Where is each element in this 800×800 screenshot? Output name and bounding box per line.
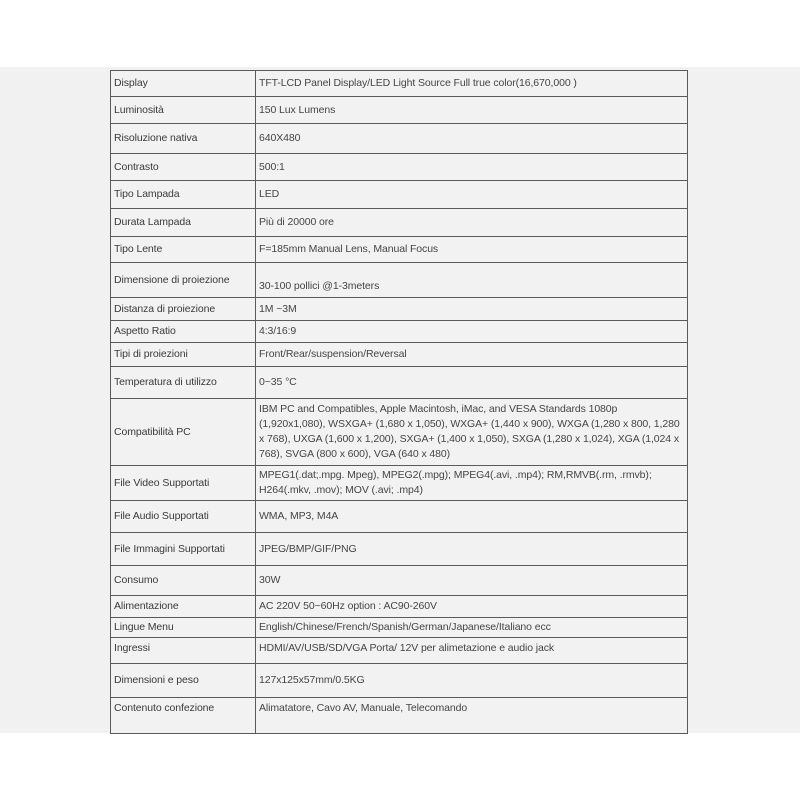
spec-label: File Audio Supportati xyxy=(111,501,256,533)
spec-value: IBM PC and Compatibles, Apple Macintosh, iMac, and VESA Standards 1080p (1,920x1,080), WSXGA+ (1,680 x 1,050), WXGA+ (1,440 x 900), WXGA (1,280 x 800, 1,280 x 768), UXGA (1,600 x 1,200), SXGA+ (1,400 x 1,050), SXGA (1,280 x 1,024), XGA (1,024 x 768), SVGA (800 x 600), VGA (640 x 480) xyxy=(256,399,688,466)
spec-label: Alimentazione xyxy=(111,596,256,618)
spec-row-consumo xyxy=(111,566,688,596)
spec-row-file-video xyxy=(111,466,688,501)
spec-label: Consumo xyxy=(111,566,256,596)
spec-value: Più di 20000 ore xyxy=(256,209,688,237)
spec-value: MPEG1(.dat;.mpg. Mpeg), MPEG2(.mpg); MPEG4(.avi, .mp4); RM,RMVB(.rm, .rmvb); H264(.mkv, .mov); MOV (.avi; .mp4) xyxy=(256,466,688,501)
spec-label: File Immagini Supportati xyxy=(111,533,256,566)
spec-value: 30-100 pollici @1-3meters xyxy=(256,263,688,298)
spec-row-compatibilita-pc xyxy=(111,399,688,466)
spec-value: WMA, MP3, M4A xyxy=(256,501,688,533)
spec-row-alimentazione xyxy=(111,596,688,618)
spec-value: 500:1 xyxy=(256,154,688,181)
spec-table-body xyxy=(111,71,688,734)
spec-value: 1M ~3M xyxy=(256,298,688,321)
spec-label: File Video Supportati xyxy=(111,466,256,501)
spec-label: Tipi di proiezioni xyxy=(111,343,256,367)
spec-row-risoluzione xyxy=(111,124,688,154)
spec-value: Alimatatore, Cavo AV, Manuale, Telecomando xyxy=(256,698,688,734)
spec-label: Contrasto xyxy=(111,154,256,181)
spec-row-contrasto xyxy=(111,154,688,181)
spec-row-aspetto-ratio xyxy=(111,321,688,343)
spec-value: TFT-LCD Panel Display/LED Light Source Full true color(16,670,000 ) xyxy=(256,71,688,97)
spec-label: Ingressi xyxy=(111,638,256,664)
spec-value: JPEG/BMP/GIF/PNG xyxy=(256,533,688,566)
spec-label: Durata Lampada xyxy=(111,209,256,237)
spec-label: Lingue Menu xyxy=(111,618,256,638)
spec-value: 4:3/16:9 xyxy=(256,321,688,343)
spec-value: 150 Lux Lumens xyxy=(256,97,688,124)
spec-label: Contenuto confezione xyxy=(111,698,256,734)
spec-label: Aspetto Ratio xyxy=(111,321,256,343)
spec-value: 0~35 °C xyxy=(256,367,688,399)
spec-value: LED xyxy=(256,181,688,209)
spec-value: English/Chinese/French/Spanish/German/Japanese/Italiano ecc xyxy=(256,618,688,638)
spec-label: Dimensioni e peso xyxy=(111,664,256,698)
spec-row-dimensione-proiezione xyxy=(111,263,688,298)
spec-row-lingue-menu xyxy=(111,618,688,638)
spec-row-tipi-proiezioni xyxy=(111,343,688,367)
spec-value: 640X480 xyxy=(256,124,688,154)
spec-row-durata-lampada xyxy=(111,209,688,237)
spec-row-contenuto-confezione xyxy=(111,698,688,734)
spec-value: HDMI/AV/USB/SD/VGA Porta/ 12V per alimetazione e audio jack xyxy=(256,638,688,664)
spec-row-display xyxy=(111,71,688,97)
spec-row-file-audio xyxy=(111,501,688,533)
spec-row-tipo-lampada xyxy=(111,181,688,209)
spec-value: AC 220V 50~60Hz option : AC90-260V xyxy=(256,596,688,618)
spec-label: Risoluzione nativa xyxy=(111,124,256,154)
spec-label: Tipo Lampada xyxy=(111,181,256,209)
spec-row-file-immagini xyxy=(111,533,688,566)
spec-row-luminosita xyxy=(111,97,688,124)
spec-row-ingressi xyxy=(111,638,688,664)
spec-row-distanza-proiezione xyxy=(111,298,688,321)
spec-row-tipo-lente xyxy=(111,237,688,263)
spec-table xyxy=(110,70,688,734)
spec-label: Luminosità xyxy=(111,97,256,124)
spec-label: Display xyxy=(111,71,256,97)
spec-value: Front/Rear/suspension/Reversal xyxy=(256,343,688,367)
spec-value: F=185mm Manual Lens, Manual Focus xyxy=(256,237,688,263)
spec-label: Compatibilità PC xyxy=(111,399,256,466)
spec-label: Tipo Lente xyxy=(111,237,256,263)
spec-label: Distanza di proiezione xyxy=(111,298,256,321)
spec-row-temperatura xyxy=(111,367,688,399)
spec-value: 30W xyxy=(256,566,688,596)
spec-row-dimensioni-peso xyxy=(111,664,688,698)
spec-value: 127x125x57mm/0.5KG xyxy=(256,664,688,698)
spec-label: Temperatura di utilizzo xyxy=(111,367,256,399)
spec-label: Dimensione di proiezione xyxy=(111,263,256,298)
